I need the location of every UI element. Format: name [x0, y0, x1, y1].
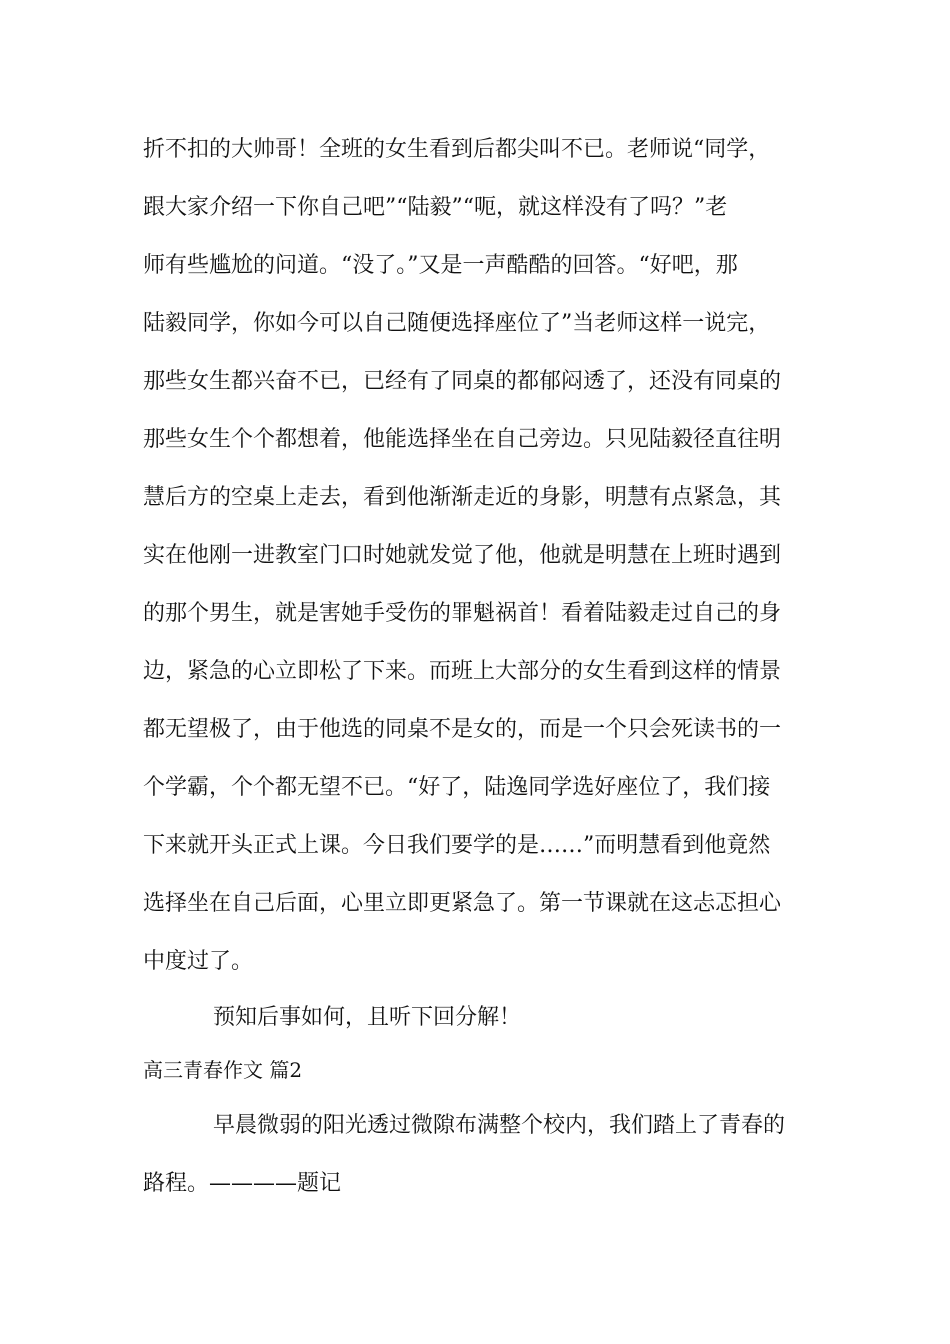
paragraph-line: 实在他刚一进教室门口时她就发觉了他，他就是明慧在上班时遇到	[143, 543, 782, 568]
paragraph-line: 师有些尴尬的问道。“没了。”又是一声酷酷的回答。“好吧，那	[143, 253, 738, 278]
paragraph-line: 都无望极了，由于他选的同桌不是女的，而是一个只会死读书的一	[143, 717, 782, 742]
paragraph-line: 早晨微弱的阳光透过微隙布满整个校内，我们踏上了青春的	[213, 1113, 786, 1138]
section-heading: 高三青春作文 篇2	[143, 1058, 303, 1082]
paragraph-line: 边，紧急的心立即松了下来。而班上大部分的女生看到这样的情景	[143, 659, 782, 684]
closing-line: 预知后事如何，且听下回分解！	[213, 1005, 522, 1030]
paragraph-line: 路程。————题记	[143, 1171, 342, 1196]
paragraph-line: 那些女生都兴奋不已，已经有了同桌的都郁闷透了，还没有同桌的	[143, 369, 782, 394]
paragraph-line: 跟大家介绍一下你自己吧”“陆毅”“呃，就这样没有了吗？”老	[143, 195, 728, 220]
paragraph-line: 那些女生个个都想着，他能选择坐在自己旁边。只见陆毅径直往明	[143, 427, 782, 452]
paragraph-line: 慧后方的空桌上走去，看到他渐渐走近的身影，明慧有点紧急，其	[143, 485, 782, 510]
paragraph-line: 陆毅同学，你如今可以自己随便选择座位了”当老师这样一说完，	[143, 311, 771, 336]
paragraph-line: 的那个男生，就是害她手受伤的罪魁祸首！看着陆毅走过自己的身	[143, 601, 782, 626]
paragraph-line: 个学霸，个个都无望不已。“好了，陆逸同学选好座位了，我们接	[143, 775, 771, 800]
paragraph-line: 折不扣的大帅哥！全班的女生看到后都尖叫不已。老师说“同学，	[143, 137, 771, 162]
paragraph-line: 中度过了。	[143, 949, 254, 974]
paragraph-line: 下来就开头正式上课。今日我们要学的是……”而明慧看到他竟然	[143, 833, 771, 858]
paragraph-line: 选择坐在自己后面，心里立即更紧急了。第一节课就在这忐忑担心	[143, 891, 782, 916]
